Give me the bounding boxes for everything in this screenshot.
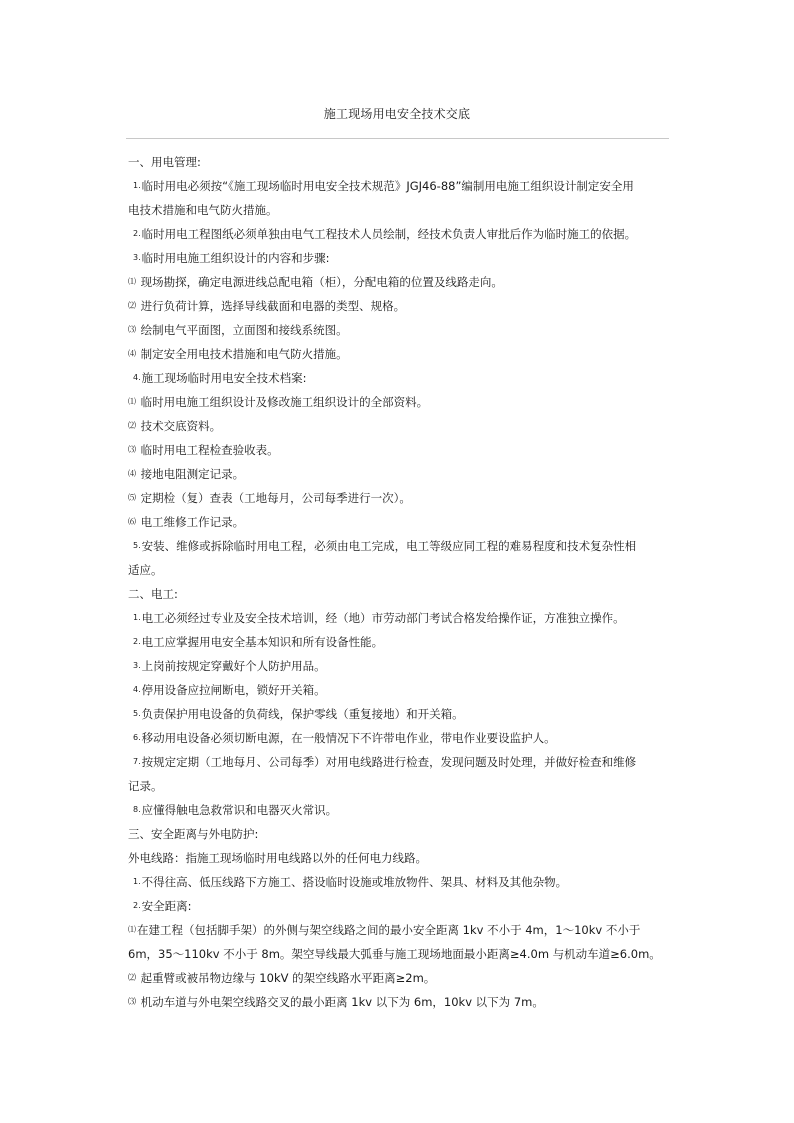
document-title: 施工现场用电安全技术交底 [323, 107, 471, 121]
line-number: 2. [133, 229, 141, 238]
line-text: 机动车道与外电架空线路交叉的最小距离 1kv 以下为 6m，10kv 以下为 7m。 [137, 995, 544, 1009]
line-number: ⑶ [128, 997, 136, 1006]
text-line [128, 534, 674, 558]
line-text: 适应。 [128, 563, 163, 577]
line-number: 2. [133, 901, 141, 910]
line-text: 现场勘探，确定电源进线总配电箱（柜），分配电箱的位置及线路走向。 [137, 275, 503, 289]
line-text: 起重臂或被吊物边缘与 10kV 的架空线路水平距离≥2m。 [137, 971, 436, 985]
text-line [128, 966, 674, 990]
line-number: 5. [133, 541, 141, 550]
text-line [128, 462, 674, 486]
line-text: 电工维修工作记录。 [137, 515, 245, 529]
text-line [128, 390, 674, 414]
text-line [128, 870, 674, 894]
line-text: 临时用电必须按“《施工现场临时用电安全技术规范》JGJ46-88”编制用电施工组织设计制定安全用 [141, 179, 634, 193]
text-line [128, 990, 674, 1014]
line-number: ⑶ [128, 445, 136, 454]
text-line [128, 846, 674, 870]
line-number: ⑶ [128, 325, 136, 334]
text-line [128, 342, 674, 366]
title-divider [126, 138, 669, 139]
line-number: 2. [133, 637, 141, 646]
line-text: 按规定定期（工地每月、公司每季）对用电线路进行检查，发现问题及时处理，并做好检查和维修 [141, 755, 637, 769]
text-line [128, 438, 674, 462]
line-text: 临时用电施工组织设计的内容和步骤: [141, 251, 330, 265]
line-number: ⑴ [128, 397, 136, 406]
line-text: 进行负荷计算，选择导线截面和电器的类型、规格。 [137, 299, 406, 313]
line-text: 临时用电工程图纸必须单独由电气工程技术人员绘制，经技术负责人审批后作为临时施工的依据。 [141, 227, 637, 241]
line-number: ⑷ [128, 349, 136, 358]
line-text: 接地电阻测定记录。 [137, 467, 245, 481]
text-line [128, 678, 674, 702]
line-text: 负责保护用电设备的负荷线，保护零线（重复接地）和开关箱。 [141, 707, 464, 721]
line-text: 安全距离: [141, 899, 192, 913]
line-number: ⑵ [128, 973, 136, 982]
line-number: ⑵ [128, 421, 136, 430]
text-line [128, 198, 674, 222]
text-line [128, 894, 674, 918]
line-text: 应懂得触电急救常识和电器灭火常识。 [141, 803, 338, 817]
text-line [128, 750, 674, 774]
text-line [128, 726, 674, 750]
line-number: 7. [133, 757, 141, 766]
line-number: 6. [133, 733, 141, 742]
line-text: 上岗前按规定穿戴好个人防护用品。 [141, 659, 326, 673]
text-line [128, 774, 674, 798]
line-text: 电工必须经过专业及安全技术培训，经（地）市劳动部门考试合格发给操作证，方准独立操作。 [141, 611, 625, 625]
text-line [128, 606, 674, 630]
line-text: 停用设备应拉闸断电，锁好开关箱。 [141, 683, 326, 697]
text-line [128, 702, 674, 726]
line-text: 临时用电工程检查验收表。 [137, 443, 279, 457]
line-number: 4. [133, 373, 141, 382]
line-text: 临时用电施工组织设计及修改施工组织设计的全部资料。 [137, 395, 429, 409]
line-number: ⑴ [128, 277, 136, 286]
line-number: 3. [133, 253, 141, 262]
line-text: 定期检（复）查表（工地每月，公司每季进行一次）。 [137, 491, 411, 505]
text-line [128, 942, 674, 966]
line-text: 6m，35～110kv 不小于 8m。架空导线最大弧垂与施工现场地面最小距离≥4.0m 与机动车道≥6.0m。 [128, 947, 661, 961]
text-line [128, 798, 674, 822]
line-text: 电技术措施和电气防火措施。 [128, 203, 278, 217]
line-text: 电工应掌握用电安全基本知识和所有设备性能。 [141, 635, 384, 649]
text-line [128, 150, 674, 174]
text-line [128, 486, 674, 510]
line-text: 外电线路：指施工现场临时用电线路以外的任何电力线路。 [128, 851, 427, 865]
line-number: 1. [133, 877, 141, 886]
line-text: 技术交底资料。 [137, 419, 222, 433]
text-line [128, 246, 674, 270]
text-line [128, 822, 674, 846]
line-number: ⑵ [128, 301, 136, 310]
line-number: 4. [133, 685, 141, 694]
text-line [128, 174, 674, 198]
line-number: 3. [133, 661, 141, 670]
text-line [128, 414, 674, 438]
text-line [128, 510, 674, 534]
line-text: 制定安全用电技术措施和电气防火措施。 [137, 347, 348, 361]
text-line [128, 582, 674, 606]
line-text: 移动用电设备必须切断电源，在一般情况下不许带电作业，带电作业要设监护人。 [141, 731, 556, 745]
text-line [128, 270, 674, 294]
line-text: 记录。 [128, 779, 163, 793]
line-number: 1. [133, 613, 141, 622]
line-number: 8. [133, 805, 141, 814]
text-line [128, 294, 674, 318]
line-text: 绘制电气平面图，立面图和接线系统图。 [137, 323, 348, 337]
line-number: 5. [133, 709, 141, 718]
text-line [128, 630, 674, 654]
line-number: ⑹ [128, 517, 136, 526]
text-line [128, 318, 674, 342]
text-line [128, 222, 674, 246]
line-number: 1. [133, 181, 141, 190]
line-text: 不得往高、低压线路下方施工、搭设临时设施或堆放物件、架具、材料及其他杂物。 [141, 875, 568, 889]
line-text: 在建工程（包括脚手架）的外侧与架空线路之间的最小安全距离 1kv 不小于 4m，1～10kv 不小于 [137, 923, 641, 937]
line-text: 安装、维修或拆除临时用电工程，必须由电工完成，电工等级应同工程的难易程度和技术复杂性相 [141, 539, 637, 553]
document-body [128, 150, 674, 1014]
text-line [128, 558, 674, 582]
line-text: 二、电工: [128, 587, 178, 601]
line-text: 一、用电管理: [128, 155, 201, 169]
line-number: ⑴ [128, 925, 136, 934]
text-line [128, 654, 674, 678]
line-text: 三、安全距离与外电防护: [128, 827, 259, 841]
line-number: ⑷ [128, 469, 136, 478]
text-line [128, 918, 674, 942]
line-text: 施工现场临时用电安全技术档案: [141, 371, 307, 385]
line-number: ⑸ [128, 493, 136, 502]
text-line [128, 366, 674, 390]
